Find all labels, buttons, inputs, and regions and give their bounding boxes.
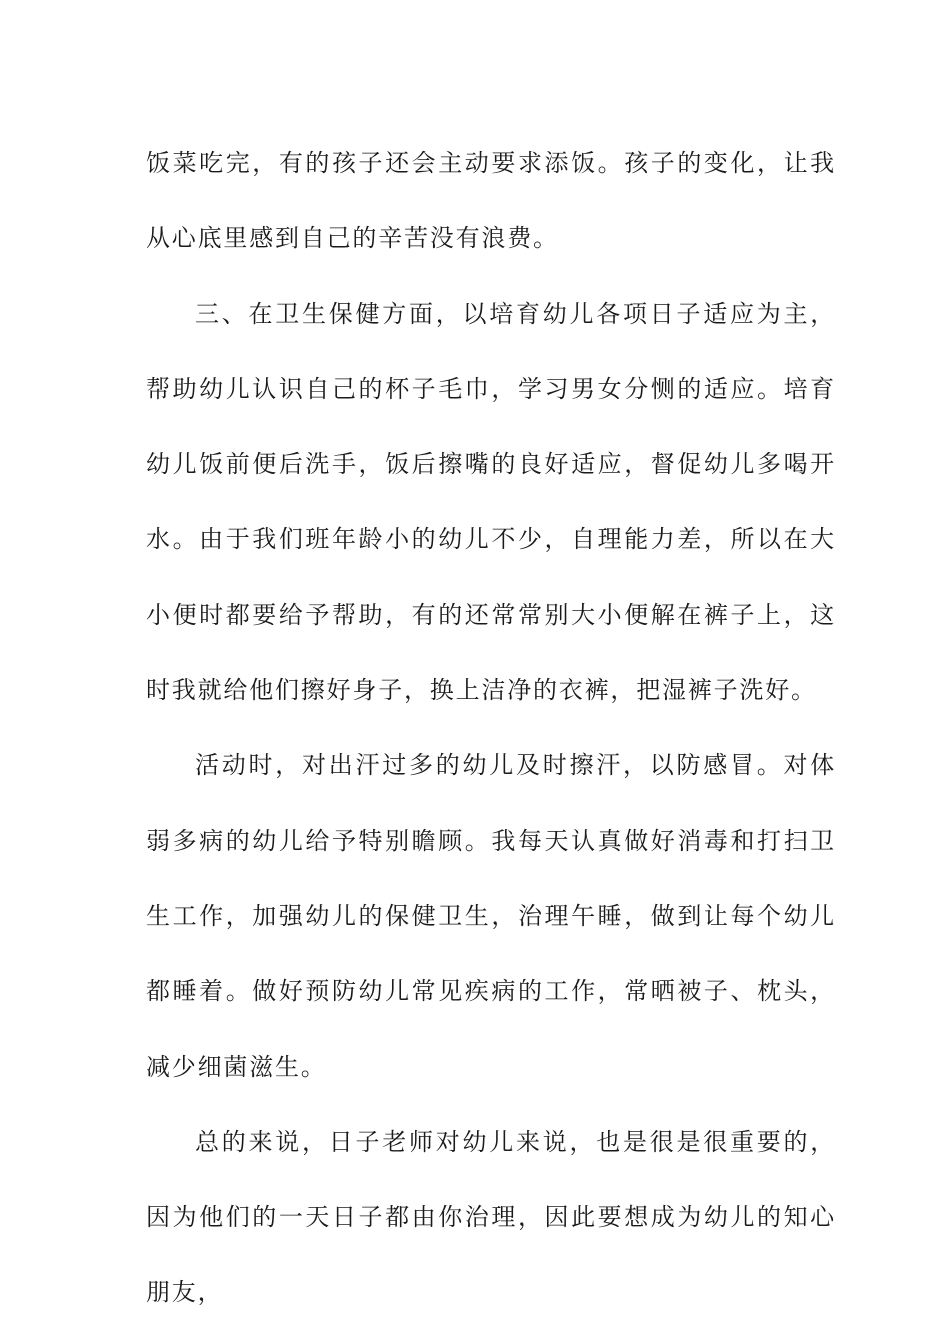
paragraph-1: 饭菜吃完，有的孩子还会主动要求添饭。孩子的变化，让我从心底里感到自己的辛苦没有浪费。 (146, 149, 836, 253)
paragraph-2: 三、在卫生保健方面，以培育幼儿各项日子适应为主，帮助幼儿认识自己的杯子毛巾，学习男女分恻的适应。培育幼儿饭前便后洗手，饭后擦嘴的良好适应，督促幼儿多喝开水。由于我们班年龄小的幼儿不少，自理能力差，所以在大小便时都要给予帮助，有的还常常别大小便解在裤子上，这时我就给他们擦好身子，换上洁净的衣裤，把湿裤子洗好。 (146, 299, 836, 705)
paragraph-4: 总的来说，日子老师对幼儿来说，也是很是很重要的，因为他们的一天日子都由你治理，因此要想成为幼儿的知心朋友， (146, 1127, 836, 1307)
document-body (146, 126, 836, 1331)
paragraph-3: 活动时，对出汗过多的幼儿及时擦汗，以防感冒。对体弱多病的幼儿给予特别瞻顾。我每天认真做好消毒和打扫卫生工作，加强幼儿的保健卫生，治理午睡，做到让每个幼儿都睡着。做好预防幼儿常见疾病的工作，常晒被子、枕头，减少细菌滋生。 (146, 751, 836, 1081)
